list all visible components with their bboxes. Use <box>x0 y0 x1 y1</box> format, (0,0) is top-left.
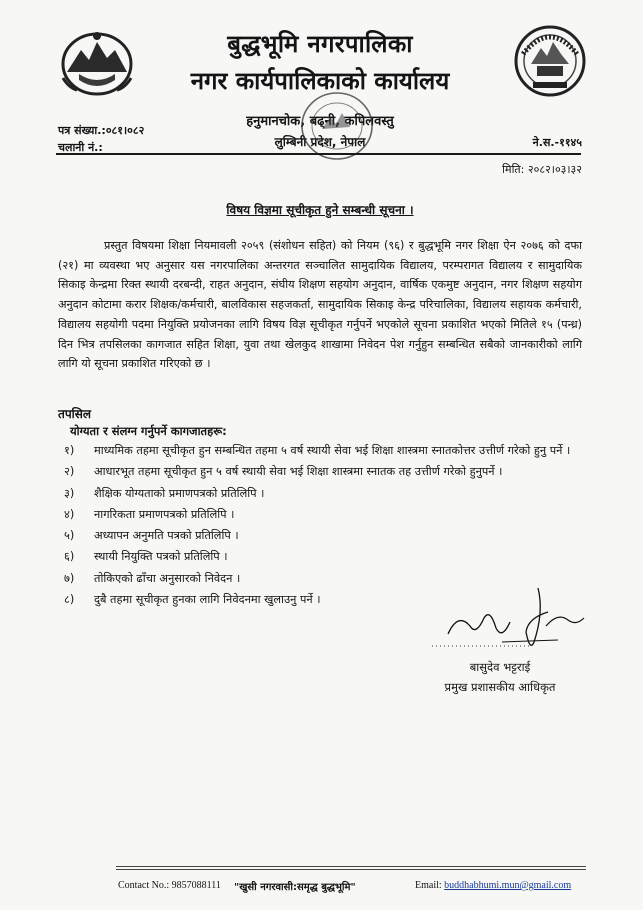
header-divider <box>56 153 581 155</box>
patra-sankhya: पत्र संख्या.:०८१।०८२ <box>58 124 145 137</box>
email-link[interactable]: buddhabhumi.mun@gmail.com <box>444 880 572 891</box>
list-item <box>64 549 584 570</box>
item-number: ५) <box>64 529 75 543</box>
address-line2: लुम्बिनी प्रदेश, नेपाल <box>274 135 366 149</box>
item-text: शैक्षिक योग्यताको प्रमाणपत्रको प्रतिलिपि । <box>94 486 265 500</box>
office-name: नगर कार्यपालिकाको कार्यालय <box>190 67 450 95</box>
list-item <box>64 528 584 549</box>
notice-body: प्रस्तुत विषयमा शिक्षा नियमावली २०५९ (संशोधन सहित) को नियम (९६) र बुद्धभूमि नगर शिक्षा ऐन २०७६ को दफा (२१) मा व्यवस्था भए अनुसार यस नगरपालिका अन्तरगत सञ्चालित सामुदायिक विद्यालय, परम्परागत विद्यालय र सामुदायिक सिकाइ केन्द्रमा रिक्त स्थायी दरबन्दी, राहत अनुदान, संघीय शिक्षण सहयोग अनुदान, वार्षिक एकमुष्ट अनुदान, नगर शिक्षण सहयोग अनुदान कोटामा करार शिक्षक/कर्मचारी, बालविकास सहजकर्ता, सामुदायिक सिकाइ केन्द्र परिचालिका, विद्यालय सहायक कर्मचारी, विद्यालय सहयोगी पदमा नियुक्ति प्रयोजनका लागि विषय विज्ञ सूचीकृत गर्नुपर्ने भएकोले सूचना प्रकाशित भएको मितिले १५ (पन्ध्र) दिन भित्र तपसिलका कागजात सहित शिक्षा, युवा तथा खेलकुद शाखामा निवेदन पेश गर्नुहुन सम्बन्धित सबैको जानकारीको लागि लागि यो सूचना प्रकाशित गरिएको छ । <box>58 239 582 371</box>
signature-icon <box>418 582 588 652</box>
item-number: ८) <box>64 593 75 607</box>
item-number: १) <box>64 444 75 457</box>
footer-email <box>415 880 571 891</box>
footer-slogan: "खुसी नगरवासी:समृद्ध बुद्धभूमि" <box>234 882 356 893</box>
tapasil-heading: तपसिल <box>58 407 92 421</box>
item-number: ४) <box>64 507 75 521</box>
item-text: तोकिएको ढाँचा अनुसारको निवेदन । <box>94 571 241 585</box>
address-line1: हनुमानचोक, बढ्नी, कपिलवस्तु <box>246 114 394 129</box>
item-number: ३) <box>64 486 75 500</box>
requirements-heading: योग्यता र संलग्न गर्नुपर्ने कागजातहरू: <box>70 424 227 438</box>
subject-text: विषय विज्ञमा सूचीकृत हुने सम्बन्धी सूचना । <box>226 203 414 217</box>
item-number: २) <box>64 465 75 479</box>
signatory-designation: प्रमुख प्रशासकीय आधिकृत <box>444 680 556 694</box>
contact-number: Contact No.: 9857088111 <box>118 880 221 891</box>
notice-date: मिति: २०८२।०३।३२ <box>502 163 582 176</box>
email-label: Email: <box>415 880 445 891</box>
nepal-emblem-icon <box>57 28 137 98</box>
item-text: माध्यमिक तहमा सूचीकृत हुन सम्बन्धित तहमा ५ वर्ष स्थायी सेवा भई शिक्षा शास्त्रमा स्नातकोत्तर उत्तीर्ण गरेको हुनु पर्ने । <box>94 444 571 457</box>
item-number: ६) <box>64 550 75 564</box>
item-text: आधारभूत तहमा सूचीकृत हुन ५ वर्ष स्थायी सेवा भई शिक्षा शास्त्रमा स्नातक तह उत्तीर्ण गरेको हुनुपर्ने । <box>94 465 503 479</box>
signatory-name: बासुदेव भट्टराई <box>469 660 531 674</box>
municipality-seal-icon <box>513 24 587 98</box>
item-text: स्थायी नियुक्ति पत्रको प्रतिलिपि । <box>94 550 228 564</box>
item-text: अध्यापन अनुमति पत्रको प्रतिलिपि । <box>94 529 239 543</box>
municipality-name: बुद्धभूमि नगरपालिका <box>227 30 413 58</box>
office-stamp-icon <box>298 89 376 163</box>
chalani-number: चलानी नं.: <box>58 141 103 154</box>
list-item <box>64 443 584 464</box>
item-text: नागरिकता प्रमाणपत्रको प्रतिलिपि । <box>94 507 235 521</box>
notice-subject <box>60 201 580 218</box>
list-item <box>64 464 584 485</box>
item-text: दुबै तहमा सूचीकृत हुनका लागि निवेदनमा खुलाउनु पर्ने । <box>94 593 321 607</box>
item-number: ७) <box>64 571 75 585</box>
list-item <box>64 486 584 507</box>
footer-divider <box>116 866 586 867</box>
list-item <box>64 507 584 528</box>
nepal-sambat: ने.स.-११४५ <box>532 136 582 149</box>
footer-divider-2 <box>116 869 586 870</box>
